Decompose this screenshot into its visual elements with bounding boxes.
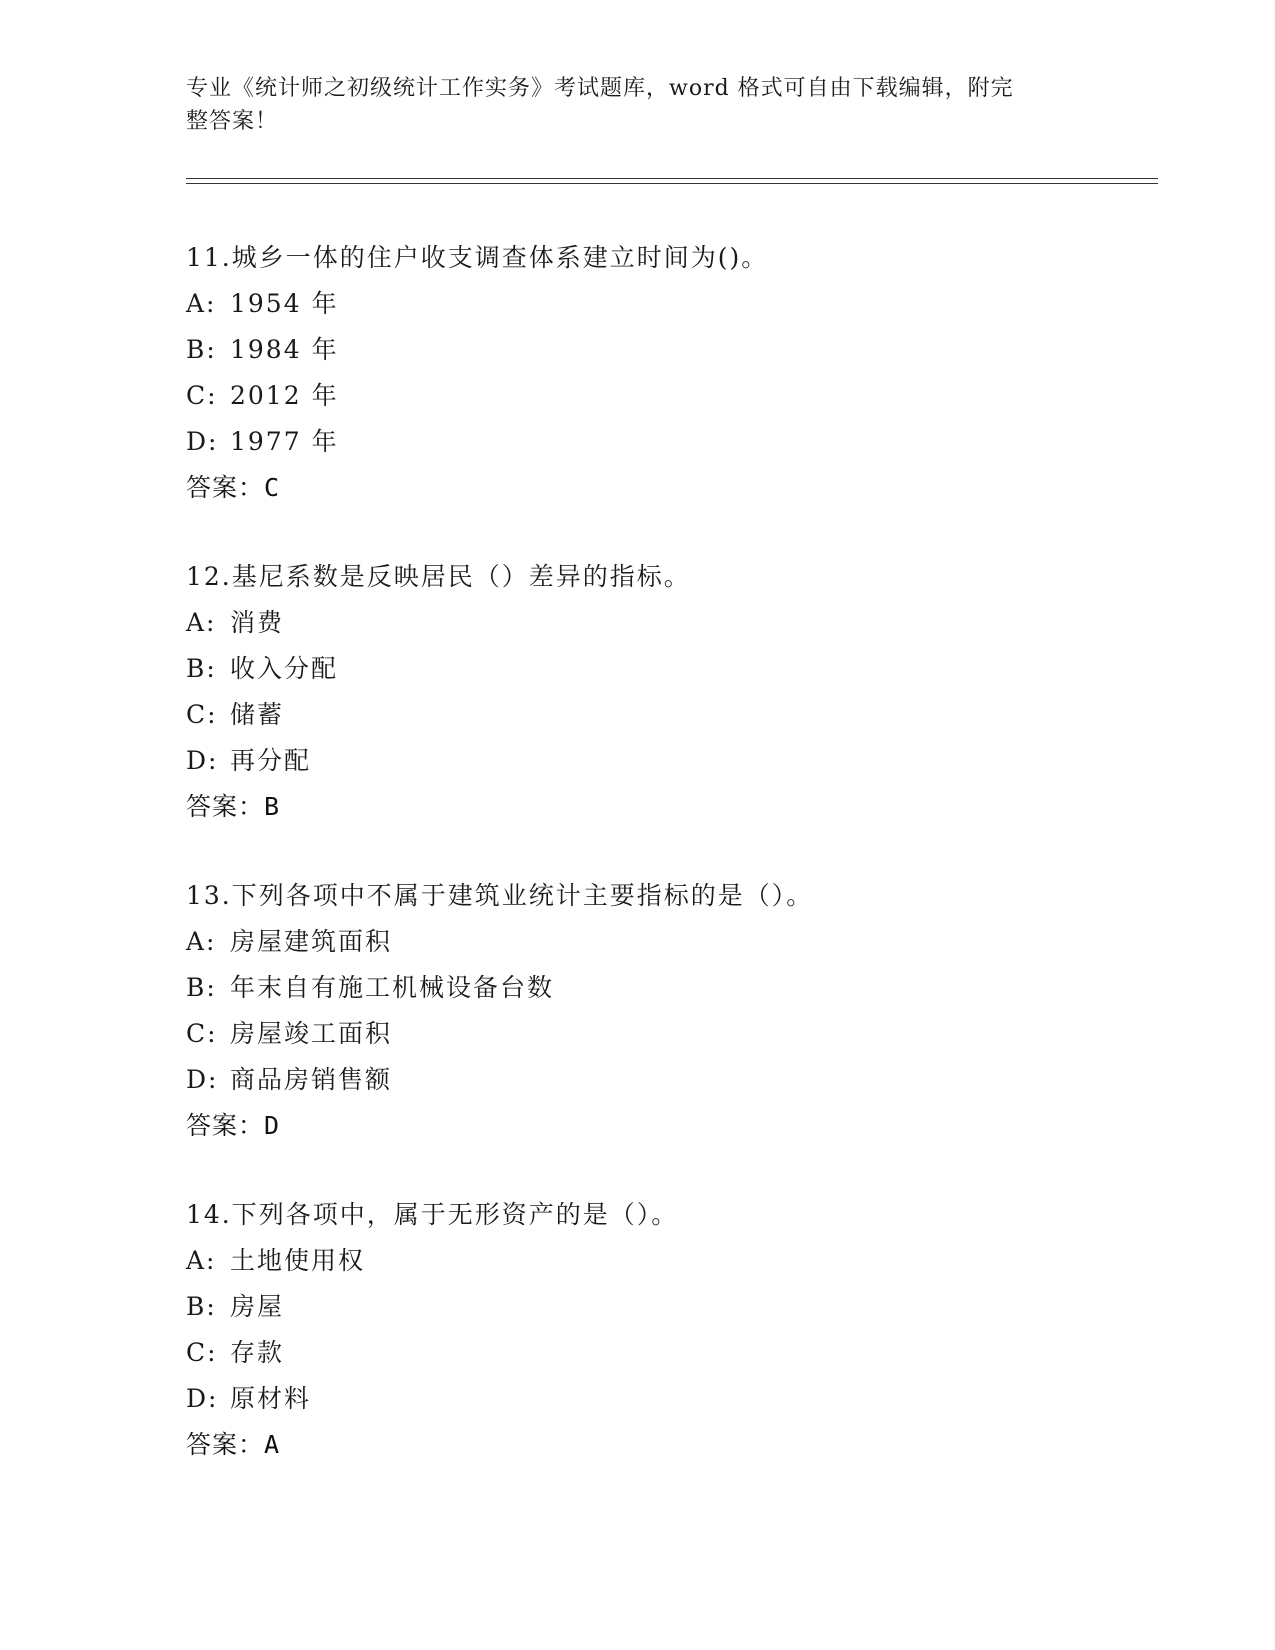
- question-stem: 13.下列各项中不属于建筑业统计主要指标的是（）。: [186, 881, 814, 910]
- option-b: [186, 1284, 1146, 1330]
- option-b: [186, 327, 1146, 373]
- answer-line: 答案：A: [186, 1430, 281, 1459]
- question-stem: 12.基尼系数是反映居民（）差异的指标。: [186, 562, 691, 591]
- option-d: [186, 738, 1146, 784]
- option-text: 1954 年: [230, 289, 339, 318]
- answer-line: 答案：C: [186, 473, 281, 502]
- option-label: C:: [186, 1338, 218, 1367]
- option-c: [186, 373, 1146, 419]
- option-d: [186, 419, 1146, 465]
- answer-line: 答案：D: [186, 1111, 281, 1140]
- option-text: 储蓄: [230, 700, 285, 729]
- header-divider-top: [186, 178, 1158, 179]
- option-label: A:: [186, 608, 217, 637]
- option-label: A:: [186, 289, 217, 318]
- option-text: 收入分配: [230, 654, 339, 683]
- header-line-2: 整答案！: [186, 109, 279, 134]
- document-header: [186, 72, 1066, 138]
- option-label: D:: [186, 427, 219, 456]
- header-divider-bottom: [186, 183, 1158, 184]
- question-stem: 11.城乡一体的住户收支调查体系建立时间为()。: [186, 243, 769, 272]
- option-label: B:: [186, 335, 217, 364]
- option-label: B:: [186, 973, 217, 1002]
- option-label: A:: [186, 927, 217, 956]
- option-a: [186, 919, 1146, 965]
- option-c: [186, 692, 1146, 738]
- option-label: D:: [186, 1065, 219, 1094]
- option-label: C:: [186, 381, 218, 410]
- option-text: 消费: [230, 608, 285, 637]
- option-text: 房屋竣工面积: [230, 1019, 393, 1048]
- option-b: [186, 965, 1146, 1011]
- option-c: [186, 1011, 1146, 1057]
- option-text: 存款: [230, 1338, 285, 1367]
- option-a: [186, 1238, 1146, 1284]
- question-list: [186, 235, 1146, 1468]
- question-14: [186, 1192, 1146, 1468]
- option-text: 商品房销售额: [230, 1065, 393, 1094]
- question-stem: 14.下列各项中，属于无形资产的是（）。: [186, 1200, 679, 1229]
- header-line-1: 专业《统计师之初级统计工作实务》考试题库，word 格式可自由下载编辑，附完: [186, 76, 1014, 101]
- option-label: D:: [186, 746, 219, 775]
- option-label: B:: [186, 654, 217, 683]
- option-text: 1984 年: [230, 335, 339, 364]
- option-text: 再分配: [230, 746, 312, 775]
- option-text: 房屋建筑面积: [230, 927, 393, 956]
- option-label: A:: [186, 1246, 217, 1275]
- option-text: 房屋: [230, 1292, 285, 1321]
- option-text: 2012 年: [230, 381, 339, 410]
- option-label: D:: [186, 1384, 219, 1413]
- option-b: [186, 646, 1146, 692]
- option-text: 原材料: [230, 1384, 312, 1413]
- option-text: 土地使用权: [230, 1246, 366, 1275]
- option-text: 年末自有施工机械设备台数: [230, 973, 555, 1002]
- option-a: [186, 281, 1146, 327]
- option-label: B:: [186, 1292, 217, 1321]
- option-a: [186, 600, 1146, 646]
- option-label: C:: [186, 1019, 218, 1048]
- option-text: 1977 年: [230, 427, 339, 456]
- option-d: [186, 1057, 1146, 1103]
- question-11: [186, 235, 1146, 511]
- answer-line: 答案：B: [186, 792, 281, 821]
- question-13: [186, 873, 1146, 1149]
- question-12: [186, 554, 1146, 830]
- option-c: [186, 1330, 1146, 1376]
- option-d: [186, 1376, 1146, 1422]
- option-label: C:: [186, 700, 218, 729]
